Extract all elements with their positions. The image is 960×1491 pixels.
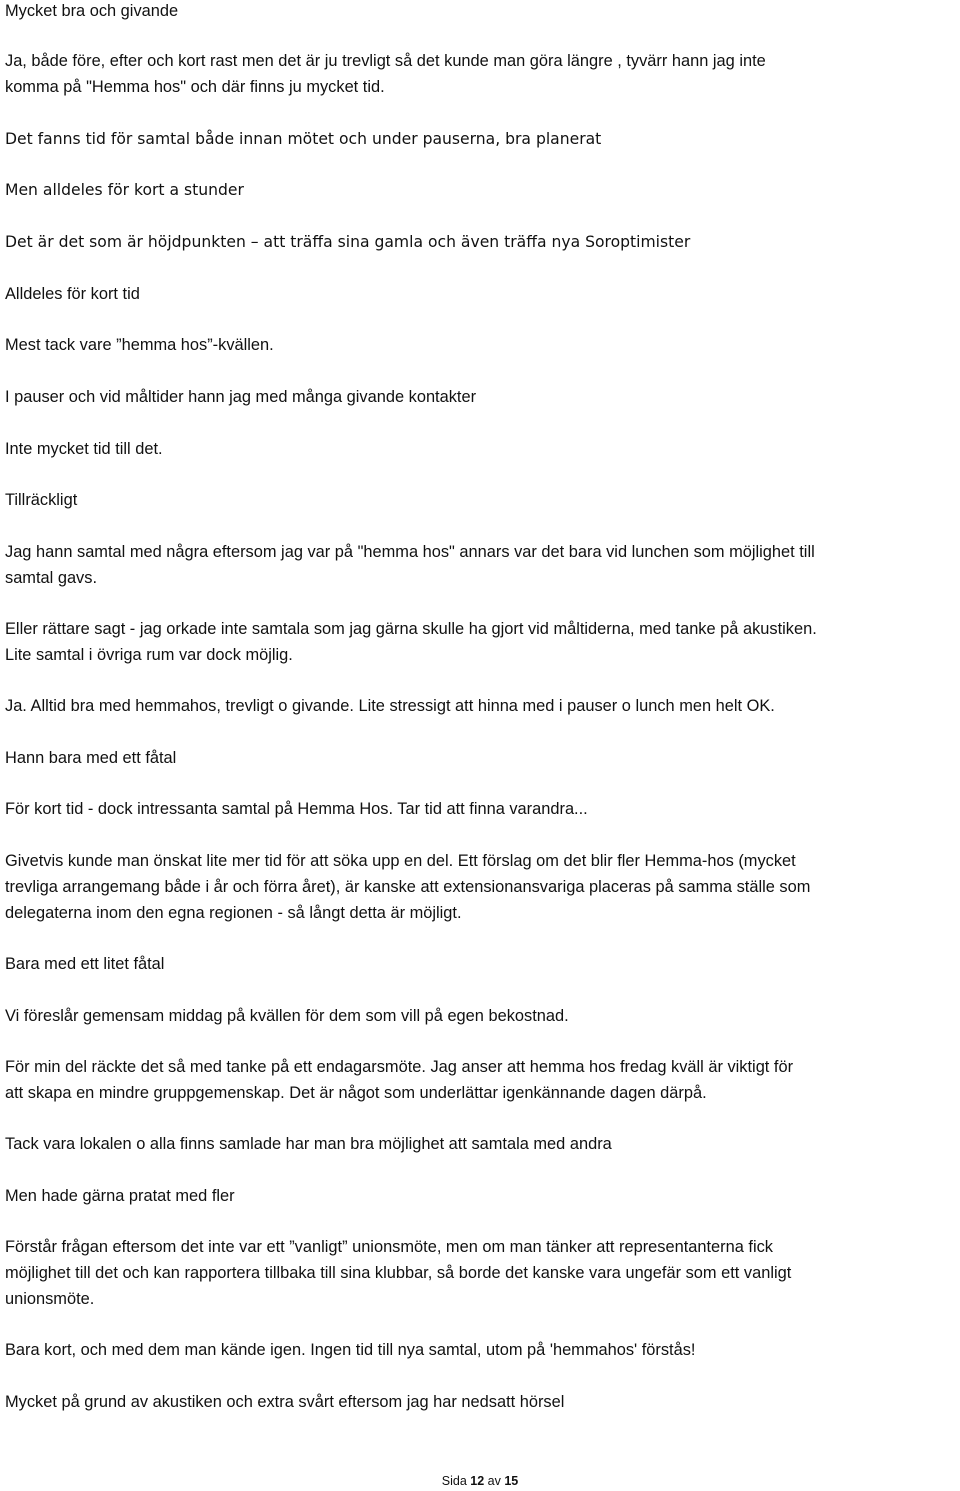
- answer-paragraph: [5, 1054, 793, 1106]
- answer-paragraph: [5, 1183, 235, 1209]
- paragraph-line: Bara med ett litet fåtal: [5, 955, 165, 973]
- paragraph-line: Ja. Alltid bra med hemmahos, trevligt o givande. Lite stressigt att hinna med i pauser o lunch men helt OK.: [5, 697, 775, 715]
- answer-paragraph: [5, 1234, 791, 1312]
- paragraph-line: Ja, både före, efter och kort rast men det är ju trevligt så det kunde man göra längre , tyvärr hann jag inte: [5, 52, 766, 70]
- paragraph-line: möjlighet till det och kan rapportera tillbaka till sina klubbar, så borde det kanske vara ungefär som ett vanligt: [5, 1264, 792, 1282]
- answer-paragraph: [5, 177, 244, 203]
- answer-paragraph: [5, 384, 476, 410]
- paragraph-line: Förstår frågan eftersom det inte var ett ”vanligt” unionsmöte, men om man tänker att representanterna fick: [5, 1238, 773, 1256]
- answer-paragraph: [5, 1389, 564, 1415]
- answer-paragraph: [5, 48, 766, 100]
- footer-separator: av: [487, 1474, 501, 1488]
- paragraph-line: Men alldeles för kort a stunder: [5, 181, 244, 199]
- answer-paragraph: [5, 229, 690, 255]
- current-page-number: 12: [470, 1474, 485, 1488]
- page-footer: [0, 1474, 960, 1488]
- total-pages-number: 15: [504, 1474, 519, 1488]
- paragraph-line: Tack vara lokalen o alla finns samlade har man bra möjlighet att samtala med andra: [5, 1135, 612, 1153]
- answer-paragraph: [5, 436, 163, 462]
- paragraph-line: Det är det som är höjdpunkten – att träffa sina gamla och även träffa nya Soroptimister: [5, 233, 691, 251]
- answer-paragraph: [5, 332, 274, 358]
- footer-prefix: Sida: [441, 1474, 467, 1488]
- paragraph-line: För min del räckte det så med tanke på ett endagarsmöte. Jag anser att hemma hos fredag kväll är viktigt för: [5, 1058, 794, 1076]
- paragraph-line: Givetvis kunde man önskat lite mer tid för att söka upp en del. Ett förslag om det blir fler Hemma-hos (mycket: [5, 852, 796, 870]
- paragraph-line: Lite samtal i övriga rum var dock möjlig.: [5, 646, 293, 664]
- paragraph-line: Eller rättare sagt - jag orkade inte samtala som jag gärna skulle ha gjort vid måltiderna, med tanke på akustiken.: [5, 620, 817, 638]
- paragraph-line: Mycket på grund av akustiken och extra svårt eftersom jag har nedsatt hörsel: [5, 1393, 565, 1411]
- answer-paragraph: [5, 1003, 569, 1029]
- paragraph-line: delegaterna inom den egna regionen - så långt detta är möjligt.: [5, 904, 462, 922]
- answer-paragraph: [5, 539, 815, 591]
- paragraph-line: Hann bara med ett fåtal: [5, 749, 177, 767]
- paragraph-line: Men hade gärna pratat med fler: [5, 1187, 235, 1205]
- paragraph-line: Inte mycket tid till det.: [5, 440, 163, 458]
- paragraph-line: Det fanns tid för samtal både innan mötet och under pauserna, bra planerat: [5, 130, 602, 148]
- paragraph-line: Alldeles för kort tid: [5, 285, 140, 303]
- answer-paragraph: [5, 848, 810, 926]
- paragraph-line: trevliga arrangemang både i år och förra året), är kanske att extensionansvariga placeras på samma ställe som: [5, 878, 811, 896]
- paragraph-line: Mest tack vare ”hemma hos”-kvällen.: [5, 336, 274, 354]
- paragraph-line: samtal gavs.: [5, 569, 98, 587]
- answer-paragraph: [5, 281, 140, 307]
- answer-paragraph: [5, 616, 817, 668]
- answer-paragraph: [5, 745, 176, 771]
- paragraph-line: att skapa en mindre gruppgemenskap. Det är något som underlättar igenkännande dagen därpå.: [5, 1084, 707, 1102]
- answer-paragraph: [5, 126, 601, 152]
- answer-paragraph: [5, 693, 775, 719]
- answer-paragraph: [5, 796, 588, 822]
- answer-paragraph: [5, 1337, 695, 1363]
- answer-paragraph: [5, 0, 178, 24]
- paragraph-line: Vi föreslår gemensam middag på kvällen för dem som vill på egen bekostnad.: [5, 1007, 569, 1025]
- paragraph-line: Tillräckligt: [5, 491, 78, 509]
- paragraph-line: I pauser och vid måltider hann jag med många givande kontakter: [5, 388, 477, 406]
- answer-paragraph: [5, 487, 77, 513]
- paragraph-line: Mycket bra och givande: [5, 2, 179, 20]
- paragraph-line: Jag hann samtal med några eftersom jag var på "hemma hos" annars var det bara vid lunchen som möjlighet till: [5, 543, 815, 561]
- paragraph-line: För kort tid - dock intressanta samtal på Hemma Hos. Tar tid att finna varandra...: [5, 800, 588, 818]
- answer-paragraph: [5, 1131, 612, 1157]
- paragraph-line: komma på "Hemma hos" och där finns ju mycket tid.: [5, 78, 385, 96]
- answer-paragraph: [5, 951, 164, 977]
- paragraph-line: Bara kort, och med dem man kände igen. Ingen tid till nya samtal, utom på 'hemmahos' förstås!: [5, 1341, 696, 1359]
- paragraph-line: unionsmöte.: [5, 1290, 95, 1308]
